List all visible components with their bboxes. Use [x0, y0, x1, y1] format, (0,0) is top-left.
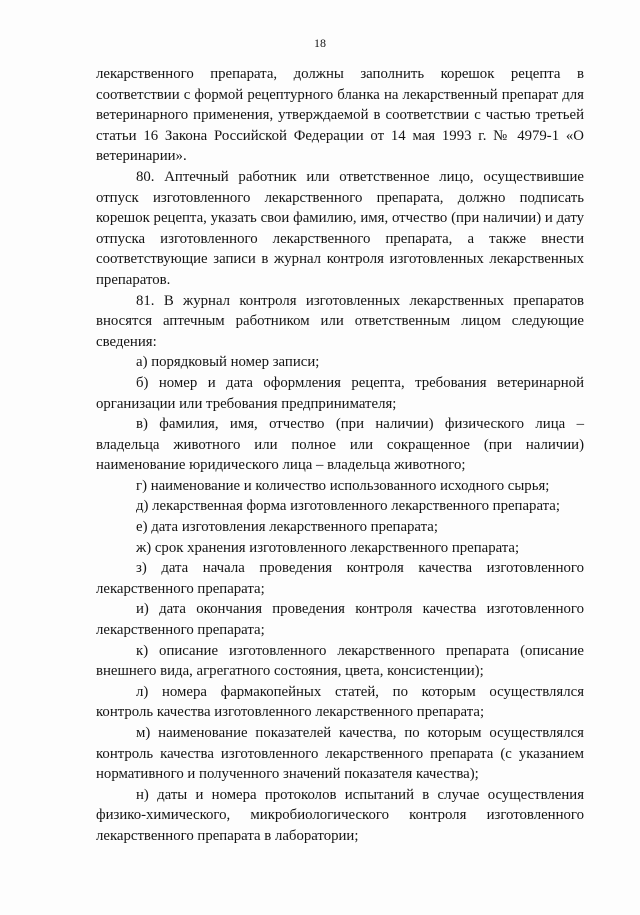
list-item-d: д) лекарственная форма изготовленного лекарственного препарата; [136, 498, 560, 515]
paragraph-item-80: 80. Аптечный работник или ответственное лицо, осуществившие отпуск изготовленного лекарственного препарата, должно подписать корешок рецепта, указать свои фамилию, имя, отчество (при наличии) и дату отпуска изготовленного лекарственного препарата, а также внести соответствующие записи в журнал контроля изготовленных лекарственных препаратов. [96, 168, 584, 288]
list-item-e: е) дата изготовления лекарственного препарата; [136, 519, 438, 536]
list-item-b: б) номер и дата оформления рецепта, требования ветеринарной организации или требования предпринимателя; [96, 374, 584, 412]
list-item-a: а) порядковый номер записи; [136, 354, 320, 371]
list-item-m: м) наименование показателей качества, по которым осуществлялся контроль качества изготовленного лекарственного препарата (с указанием нормативного и полученного значений показателя качества); [96, 725, 584, 783]
list-item-i: и) дата окончания проведения контроля качества изготовленного лекарственного препарата; [96, 601, 584, 639]
list-item-z: з) дата начала проведения контроля качества изготовленного лекарственного препарата; [96, 560, 584, 597]
paragraph-continuation: лекарственного препарата, должны заполнить корешок рецепта в соответствии с формой рецептурного бланка на лекарственный препарат для ветеринарного применения, утверждаемой в соответствии с частью третьей статьи 16 Закона Российской Федерации от 14 мая 1993 г. № 4979-1 «О ветеринарии». [96, 66, 584, 165]
paragraph-item-81: 81. В журнал контроля изготовленных лекарственных препаратов вносятся аптечным работником или ответственным лицом следующие сведения: [96, 292, 584, 350]
list-item-g: г) наименование и количество использованного исходного сырья; [136, 477, 550, 494]
page-number: 18 [314, 36, 326, 50]
list-item-zh: ж) срок хранения изготовленного лекарственного препарата; [136, 539, 520, 556]
list-item-l: л) номера фармакопейных статей, по которым осуществлялся контроль качества изготовленного лекарственного препарата; [96, 683, 584, 721]
list-item-v: в) фамилия, имя, отчество (при наличии) физического лица – владельца животного или полное или сокращенное (при наличии) наименование юридического лица – владельца животного; [96, 416, 584, 474]
list-item-n: н) даты и номера протоколов испытаний в случае осуществления физико-химического, микробиологического контроля изготовленного лекарственного препарата в лаборатории; [96, 786, 584, 844]
list-item-k: к) описание изготовленного лекарственного препарата (описание внешнего вида, агрегатного состояния, цвета, консистенции); [96, 642, 584, 680]
document-body [96, 64, 584, 847]
